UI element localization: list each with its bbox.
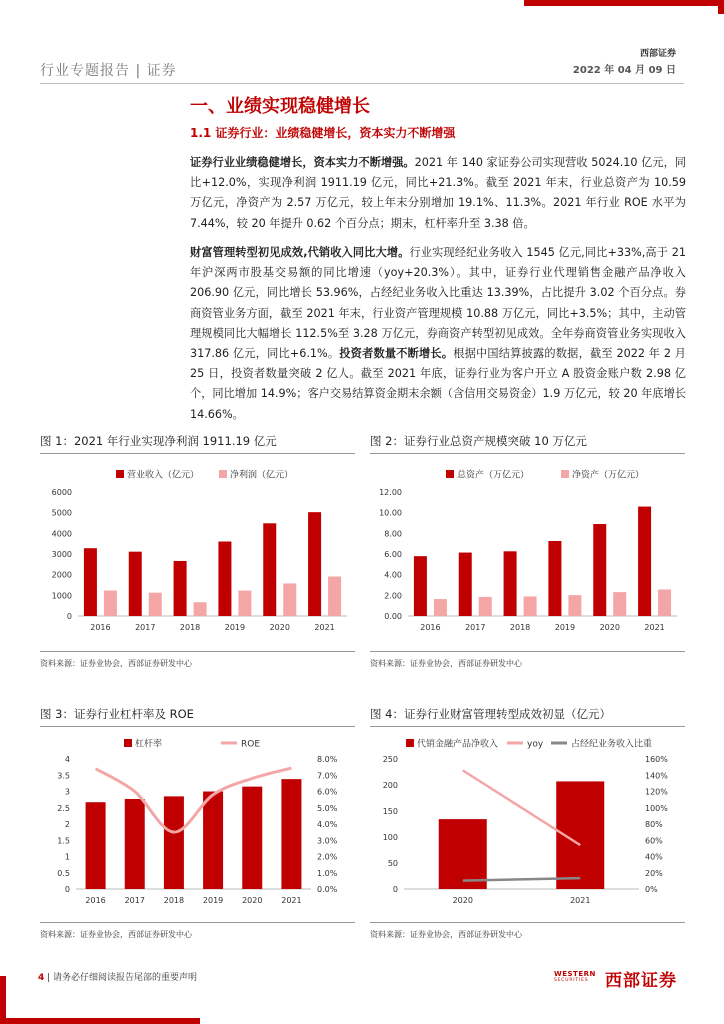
bar-primary (308, 512, 321, 616)
legend-swatch-0 (406, 739, 414, 747)
y-tick-label: 3 (64, 787, 70, 797)
y-tick-label: 5000 (51, 508, 72, 518)
bar-secondary (568, 595, 581, 616)
bar-primary (459, 553, 472, 616)
legend-label-0: 杠杆率 (135, 739, 163, 750)
bar-primary (129, 552, 142, 616)
legend-swatch-0 (124, 739, 132, 747)
y2-tick-label: 2.0% (317, 852, 338, 862)
y-tick-label: 0 (66, 612, 72, 621)
bar-primary (84, 548, 97, 616)
chart-leverage-roe (40, 729, 355, 919)
bar-secondary (524, 596, 537, 616)
figure-2-title: 图 2：证券行业总资产规模突破 10 万亿元 (370, 434, 587, 448)
y2-tick-label: 40% (645, 852, 663, 862)
bar-primary (548, 541, 561, 616)
y2-tick-label: 5.0% (317, 803, 338, 813)
paragraph-2-body-2: 根据中国结算披露的数据，截至 2022 年 2 月 25 日，投资者数量突破 2 亿人。截至 2021 年底，证券行业为客户开立 A 股资金账户数 2.98 亿个，同比增加 14.9%；客户交易结算资金期末余额（含信用交易资金）1.9 万亿元，较 20 年底增长 14.66%。 (190, 347, 686, 421)
x-tick-label: 2018 (163, 896, 185, 905)
y2-tick-label: 0.0% (317, 885, 338, 894)
bar-secondary (479, 597, 492, 616)
y-tick-label: 1.5 (57, 836, 70, 846)
y2-tick-label: 4.0% (317, 820, 338, 829)
bar-secondary (194, 602, 207, 616)
chart-total-assets (370, 456, 685, 646)
figure-2-source: 资料来源：证券业协会，西部证券研发中心 (370, 659, 522, 668)
y-tick-label: 200 (382, 781, 398, 790)
x-tick-label: 2020 (599, 623, 620, 632)
legend-label-0: 营业收入（亿元） (127, 470, 200, 481)
bar-primary (281, 779, 301, 889)
legend-label-1: 净利润（亿元） (230, 470, 294, 481)
y2-tick-label: 160% (645, 755, 668, 764)
y2-tick-label: 120% (645, 787, 668, 797)
y2-tick-label: 7.0% (317, 771, 338, 781)
legend-swatch-0 (446, 470, 454, 478)
x-tick-label: 2021 (314, 623, 335, 632)
legend-label-1: yoy (527, 739, 544, 750)
x-tick-label: 2020 (452, 896, 473, 905)
y2-tick-label: 1.0% (317, 868, 338, 878)
x-tick-label: 2017 (124, 896, 145, 905)
y-tick-label: 4.00 (384, 570, 402, 580)
bar-secondary (283, 583, 296, 616)
figure-4-title: 图 4：证券行业财富管理转型成效初显（亿元） (370, 707, 611, 721)
legend-swatch-1 (561, 470, 569, 478)
bar-primary (164, 796, 184, 889)
y-tick-label: 3.5 (57, 771, 70, 781)
bar-primary (263, 523, 276, 616)
header-corner-decoration (524, 0, 724, 48)
bar-secondary (149, 593, 162, 616)
bar-primary (86, 802, 106, 889)
page-number: 4 (38, 973, 45, 983)
y-tick-label: 4000 (51, 529, 72, 539)
report-category: 行业专题报告 | 证券 (40, 63, 177, 79)
y-tick-label: 2.5 (57, 803, 70, 813)
bar-secondary (613, 592, 626, 616)
x-tick-label: 2018 (179, 623, 201, 632)
x-tick-label: 2021 (281, 896, 302, 905)
header-divider (40, 83, 684, 84)
y-tick-label: 0.5 (57, 868, 70, 878)
y2-tick-label: 3.0% (317, 836, 338, 846)
legend-label-1: ROE (241, 739, 261, 750)
y2-tick-label: 140% (645, 771, 668, 781)
y-tick-label: 150 (382, 807, 398, 816)
bar-primary (125, 799, 145, 889)
x-tick-label: 2016 (420, 623, 441, 632)
y-tick-label: 0.00 (384, 612, 402, 621)
y-tick-label: 250 (382, 755, 398, 764)
y-tick-label: 10.00 (379, 508, 402, 518)
x-tick-label: 2017 (135, 623, 156, 632)
bar-secondary (328, 577, 341, 616)
figure-3-title: 图 3：证券行业杠杆率及 ROE (40, 707, 194, 721)
bar-primary (439, 819, 487, 889)
y2-tick-label: 0% (645, 885, 658, 894)
paragraph-1 (190, 153, 686, 234)
bar-primary (242, 787, 262, 889)
paragraph-2-body: 行业实现经纪业务收入 1545 亿元,同比+33%,高于 21 年沪深两市股基交易额的同比增速（yoy+20.3%）。其中，证券行业代理销售金融产品净收入 206.90 亿元，同比增长 53.96%，占经纪业务收入比重达 13.39%，占比提升 3.02 个百分点。券商资管业务方面，截至 2021 年末，行业资产管理规模 10.88 万亿元，同比+3.5%；其中，主动管理规模同比大幅增长 112.5%至 3.28 万亿元，券商资产转型初见成效。全年券商资管业务实现收入 317.86 亿元，同比+6.1%。 (190, 246, 686, 361)
x-tick-label: 2021 (644, 623, 665, 632)
y-tick-label: 2.00 (384, 591, 402, 601)
paragraph-2-lead-2: 投资者数量不断增长。 (339, 347, 454, 361)
y-tick-label: 12.00 (379, 488, 402, 497)
y-tick-label: 1 (64, 852, 70, 862)
bar-primary (414, 556, 427, 616)
y-tick-label: 0 (64, 885, 70, 894)
bar-secondary (658, 589, 671, 616)
disclaimer-note: 请务必仔细阅读报告尾部的重要声明 (53, 973, 198, 983)
legend-label-0: 代销金融产品净收入 (417, 739, 499, 750)
paragraph-1-lead: 证券行业业绩稳健增长，资本实力不断增强。 (190, 156, 415, 169)
figure-4-source: 资料来源：证券业协会，西部证券研发中心 (370, 930, 522, 939)
brand-logo-text: 西部证券 (605, 971, 677, 991)
figure-1-title: 图 1：2021 年行业实现净利润 1911.19 亿元 (40, 434, 277, 448)
bar-primary (593, 524, 606, 616)
x-tick-label: 2020 (269, 623, 290, 632)
figure-1-source: 资料来源：证券业协会，西部证券研发中心 (40, 659, 192, 668)
bar-secondary (238, 591, 251, 616)
y-tick-label: 6000 (51, 488, 72, 497)
legend-label-0: 总资产（万亿元） (457, 470, 530, 481)
x-tick-label: 2021 (570, 896, 591, 905)
bar-primary (218, 541, 231, 616)
y2-tick-label: 8.0% (317, 755, 338, 764)
y-tick-label: 8.00 (384, 529, 402, 539)
x-tick-label: 2016 (90, 623, 111, 632)
bar-primary (174, 561, 187, 616)
x-tick-label: 2019 (554, 623, 576, 632)
header-brand: 西部证券 (639, 49, 676, 59)
bar-primary (504, 551, 517, 616)
section-title: 一、业绩实现稳健增长 (190, 96, 370, 117)
legend-swatch-0 (116, 470, 124, 478)
legend-label-2: 占经纪业务收入比重 (571, 739, 653, 750)
y-tick-label: 6.00 (384, 550, 402, 559)
x-tick-label: 2017 (465, 623, 486, 632)
x-tick-label: 2018 (509, 623, 531, 632)
y2-tick-label: 100% (645, 803, 668, 813)
chart-net-profit (40, 456, 355, 646)
y-tick-label: 2000 (51, 570, 72, 580)
y-tick-label: 50 (387, 859, 398, 868)
y-tick-label: 1000 (51, 591, 72, 601)
bar-primary (638, 507, 651, 616)
report-date: 2022 年 04 月 09 日 (572, 65, 676, 76)
y-tick-label: 0 (392, 885, 398, 894)
y2-tick-label: 60% (645, 836, 663, 846)
section-subtitle: 1.1 证券行业：业绩稳健增长，资本实力不断增强 (190, 126, 456, 140)
y2-tick-label: 80% (645, 820, 663, 829)
y2-tick-label: 6.0% (317, 787, 338, 797)
chart-wealth-mgmt (370, 729, 685, 919)
legend-label-1: 净资产（万亿元） (572, 470, 645, 481)
footer-corner-decoration (0, 976, 200, 1024)
x-tick-label: 2019 (202, 896, 224, 905)
figure-3-source: 资料来源：证券业协会，西部证券研发中心 (40, 930, 192, 939)
western-logo: WESTERN SECURITIES (554, 970, 596, 983)
y-tick-label: 3000 (51, 550, 72, 559)
bar-secondary (104, 590, 117, 616)
y2-tick-label: 20% (645, 868, 663, 878)
y-tick-label: 4 (64, 755, 70, 764)
y-tick-label: 100 (382, 833, 398, 842)
paragraph-2 (190, 243, 686, 425)
x-tick-label: 2019 (224, 623, 246, 632)
bar-secondary (434, 599, 447, 616)
bar-primary (203, 792, 223, 890)
paragraph-1-body: 2021 年 140 家证券公司实现营收 5024.10 亿元，同比+12.0%，实现净利润 1911.19 亿元，同比+21.3%。截至 2021 年末，行业总资产为 10.59 万亿元，净资产为 2.57 万亿元，较上年末分别增加 19.1%、11.3%。2021 年行业 ROE 水平为 7.44%，较 20 年提升 0.62 个百分点；期末，杠杆率升至 3.38 倍。 (190, 156, 686, 230)
x-tick-label: 2020 (242, 896, 263, 905)
y-tick-label: 2 (64, 820, 70, 829)
legend-swatch-1 (219, 470, 227, 478)
paragraph-2-lead: 财富管理转型初见成效,代销收入同比大增。 (190, 246, 410, 259)
footer-note: 4 | 请务必仔细阅读报告尾部的重要声明 (38, 973, 198, 983)
x-tick-label: 2016 (85, 896, 106, 905)
